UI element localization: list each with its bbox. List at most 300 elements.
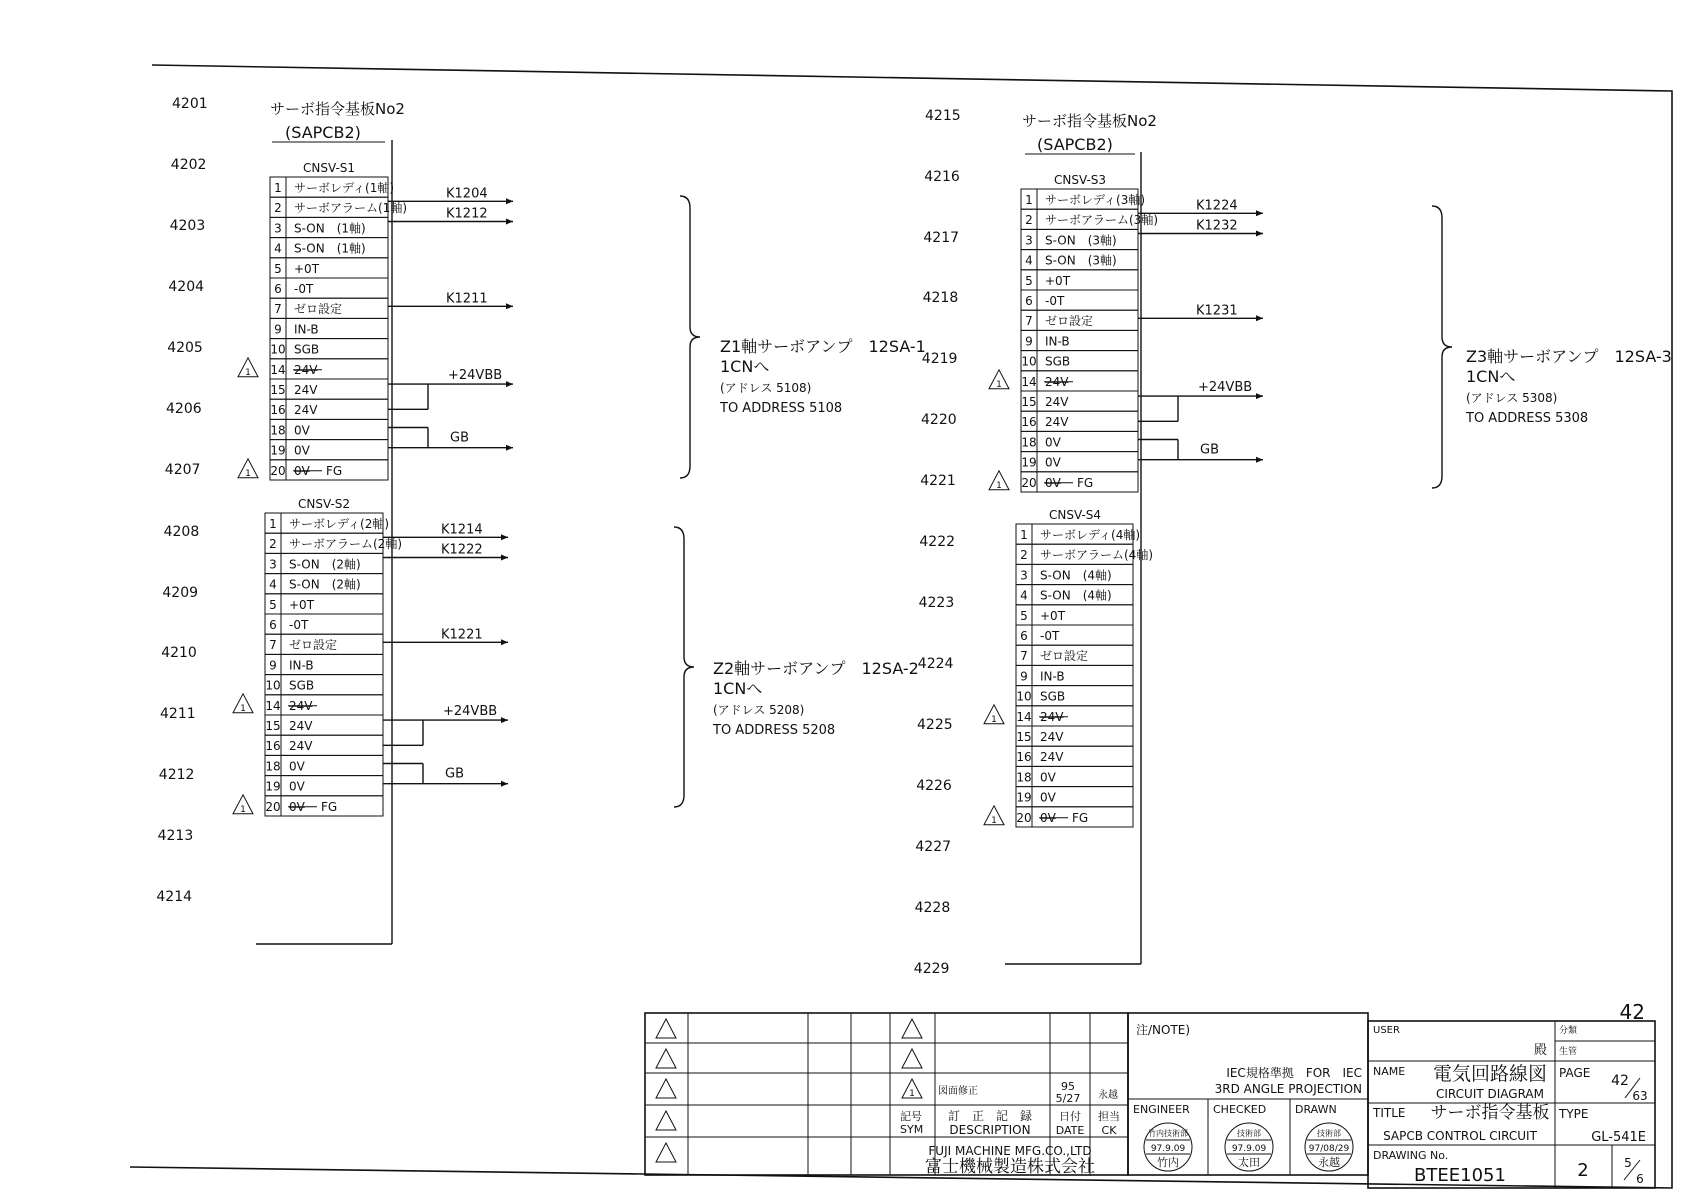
amplifier-annotations	[674, 196, 1672, 807]
amp-name: Z2軸サーボアンプ 12SA-2	[713, 659, 919, 678]
pin-label: サーボアラーム(1軸)	[294, 201, 407, 216]
pin-row	[1016, 544, 1153, 564]
signal-arrow-icon	[506, 219, 513, 225]
row-number: 4226	[916, 778, 952, 794]
pin-number: 20	[270, 463, 286, 478]
amp-connector: 1CNへ	[713, 679, 763, 698]
pin-label: SGB	[1040, 689, 1066, 704]
pin-label: S-ON (2軸)	[289, 557, 361, 572]
pin-label: 24V	[294, 362, 318, 377]
pin-suffix: FG	[1072, 810, 1089, 825]
pin-label: 24V	[1045, 415, 1069, 430]
pin-label: 24V	[289, 739, 313, 754]
pin-row	[265, 533, 402, 553]
pin-label: 24V	[1045, 374, 1069, 389]
pin-number: 16	[1021, 415, 1037, 430]
row-number: 4229	[913, 961, 950, 977]
approval-label: DRAWN	[1295, 1103, 1337, 1116]
row-number: 4214	[156, 889, 193, 905]
revision-mark-icon	[238, 358, 258, 378]
pin-number: 10	[1021, 354, 1037, 369]
signal-label: GB	[1200, 442, 1219, 458]
pin-label: S-ON (1軸)	[294, 241, 366, 256]
stamp-top: 技術部	[1317, 1129, 1341, 1138]
pin-number: 15	[1021, 395, 1037, 409]
pin-label: ゼロ設定	[289, 638, 338, 653]
checked-stamp	[1225, 1123, 1273, 1171]
rev-header: CK	[1101, 1124, 1117, 1137]
amp-annotation-1	[680, 196, 926, 478]
connector-cnsv-s3	[989, 173, 1158, 492]
revision-number: 1	[245, 367, 251, 378]
title-en: SAPCB CONTROL CIRCUIT	[1383, 1129, 1537, 1143]
pin-row	[1021, 189, 1145, 209]
pin-row	[265, 715, 383, 735]
pin-number: 15	[270, 383, 286, 397]
page-label: PAGE	[1559, 1066, 1591, 1080]
pin-row	[1021, 452, 1138, 472]
signal-label: +24VBB	[443, 704, 498, 720]
pin-number: 10	[270, 342, 286, 357]
revision-mark-icon	[233, 795, 253, 815]
connector-name: CNSV-S2	[298, 497, 351, 511]
pin-label: S-ON (4軸)	[1040, 588, 1112, 603]
pin-label: サーボアラーム(4軸)	[1040, 548, 1153, 563]
pin-number: 5	[1025, 273, 1033, 288]
pin-label: 0V	[289, 799, 305, 814]
revision-description: 図面修正	[938, 1086, 978, 1097]
pin-label: IN-B	[1045, 334, 1070, 349]
row-number: 4221	[920, 473, 956, 489]
row-number: 4222	[919, 534, 956, 550]
note-label: 注/NOTE)	[1136, 1023, 1191, 1037]
revision-triangle-icon	[656, 1049, 676, 1068]
pin-number: 7	[274, 302, 282, 317]
user-label: USER	[1373, 1025, 1400, 1036]
pin-number: 7	[1020, 649, 1028, 664]
drawing-no-label: DRAWING No.	[1373, 1149, 1449, 1162]
pin-row	[1021, 472, 1138, 492]
pin-label: サーボレディ(1軸)	[294, 181, 395, 195]
name-label: NAME	[1373, 1065, 1406, 1078]
pin-number: 1	[274, 181, 282, 195]
revision-mark-icon	[238, 459, 258, 479]
board-title: サーボ指令基板No2	[270, 100, 405, 118]
signal-label: K1211	[446, 291, 488, 307]
pin-number: 1	[1025, 193, 1033, 207]
signal-arrow-icon	[1256, 231, 1263, 237]
pin-label: +0T	[294, 261, 320, 276]
pin-row	[265, 695, 383, 715]
pin-row	[270, 197, 407, 217]
revision-number: 1	[996, 480, 1002, 491]
pin-suffix: FG	[321, 799, 338, 814]
signal-arrow-icon	[506, 198, 513, 204]
pin-label: -0T	[294, 282, 314, 296]
pin-number: 19	[265, 779, 281, 794]
signal-label: K1232	[1196, 218, 1238, 234]
revision-mark-icon	[233, 694, 253, 714]
revision-number: 1	[245, 468, 251, 479]
row-number: 4204	[168, 279, 205, 295]
revision-number: 1	[991, 815, 997, 826]
pin-row	[1016, 807, 1133, 827]
pin-number: 6	[1020, 629, 1028, 643]
pin-number: 2	[274, 201, 282, 216]
pin-row	[1016, 564, 1133, 584]
pin-label: +0T	[1045, 273, 1071, 288]
pin-number: 1	[1020, 528, 1028, 542]
amp-address-en: TO ADDRESS 5308	[1466, 411, 1589, 426]
revision-triangle-icon	[656, 1143, 676, 1162]
revision-mark-icon	[989, 471, 1009, 491]
pin-row	[265, 594, 383, 614]
row-number: 4201	[172, 96, 208, 112]
title-label: TITLE	[1373, 1106, 1406, 1120]
pin-label: 0V	[1045, 455, 1061, 470]
sheet-mark: 42	[1619, 1000, 1645, 1024]
row-number: 4228	[914, 900, 951, 916]
pin-number: 9	[274, 322, 282, 337]
name-jp: 電気回路線図	[1432, 1063, 1548, 1085]
amp-annotation-3	[1432, 206, 1672, 488]
pin-number: 20	[265, 799, 281, 814]
pin-number: 5	[1020, 608, 1028, 623]
row-number: 4205	[167, 340, 203, 356]
row-number: 4203	[169, 218, 206, 234]
pin-label: 0V	[1040, 790, 1056, 805]
pin-row	[1021, 391, 1138, 411]
stamp-top: 技術部	[1237, 1129, 1261, 1138]
pin-label: S-ON (4軸)	[1040, 568, 1112, 583]
pin-number: 4	[1025, 253, 1033, 268]
curly-brace	[674, 527, 694, 807]
pin-label: -0T	[1040, 629, 1060, 643]
revision-triangle-icon	[656, 1111, 676, 1130]
pin-row	[270, 258, 388, 278]
pin-row	[270, 339, 388, 359]
revision-triangle-icon	[656, 1079, 676, 1098]
board-subtitle: (SAPCB2)	[1037, 135, 1113, 154]
signal-arrow-icon	[501, 717, 508, 723]
stamp-date: 97/08/29	[1308, 1144, 1350, 1154]
revision-mark-icon	[989, 370, 1009, 390]
pin-number: 4	[269, 577, 277, 592]
rev-header: 訂 正 記 録	[947, 1109, 1033, 1123]
pin-row	[270, 440, 388, 460]
page-number: 42	[1611, 1073, 1629, 1089]
row-number: 4219	[921, 351, 958, 367]
pin-label: IN-B	[1040, 669, 1065, 684]
rev-header: 担当	[1098, 1110, 1120, 1123]
connector-name: CNSV-S3	[1054, 173, 1107, 187]
pin-label: IN-B	[294, 322, 319, 337]
pin-suffix: FG	[1077, 475, 1094, 490]
pin-number: 5	[269, 597, 277, 612]
revision-triangle-icon	[656, 1019, 676, 1038]
revision-number: 1	[996, 379, 1002, 390]
pin-row	[1016, 787, 1133, 807]
pin-number: 4	[274, 241, 282, 256]
pin-number: 19	[270, 443, 286, 458]
pin-label: ゼロ設定	[294, 302, 343, 317]
signal-arrow-icon	[506, 381, 513, 387]
pin-label: 0V	[1045, 435, 1061, 450]
title-jp: サーボ指令基板	[1430, 1103, 1550, 1123]
dept-sub: 生管	[1559, 1047, 1578, 1057]
pin-number: 10	[1016, 689, 1032, 704]
pin-number: 3	[1025, 233, 1033, 248]
revision-triangle-icon	[656, 1111, 676, 1130]
pin-label: 24V	[289, 719, 313, 733]
pin-number: 3	[274, 221, 282, 236]
pin-number: 7	[269, 638, 277, 653]
engineer-stamp	[1144, 1123, 1192, 1171]
pin-row	[270, 278, 388, 298]
pin-number: 9	[269, 658, 277, 673]
pin-number: 15	[265, 719, 281, 733]
pin-row	[265, 796, 383, 816]
rev-header: 記号	[900, 1110, 922, 1123]
revision-triangle-icon	[902, 1079, 922, 1099]
pin-row	[270, 177, 394, 197]
row-number: 4223	[918, 595, 955, 611]
signal-arrow-icon	[501, 639, 508, 645]
pin-number: 19	[1016, 790, 1032, 805]
connector-cnsv-s1	[238, 161, 407, 480]
pin-label: S-ON (2軸)	[289, 577, 361, 592]
pin-number: 20	[1021, 475, 1037, 490]
pin-label: ゼロ設定	[1040, 649, 1089, 664]
row-number: 4209	[162, 585, 199, 601]
pin-row	[1021, 270, 1138, 290]
signal-arrow-icon	[501, 555, 508, 561]
row-number: 4211	[160, 706, 196, 722]
pin-number: 10	[265, 678, 281, 693]
pin-number: 2	[1025, 213, 1033, 228]
signal-label: +24VBB	[1198, 380, 1253, 396]
pin-row	[1016, 686, 1133, 706]
pin-label: サーボアラーム(3軸)	[1045, 213, 1158, 228]
curly-brace	[1432, 206, 1452, 488]
pin-row	[270, 217, 388, 237]
pin-label: 0V	[1045, 475, 1061, 490]
pin-number: 18	[265, 759, 281, 774]
revision-triangle-icon	[656, 1143, 676, 1162]
row-number: 4202	[170, 157, 207, 173]
pin-label: 0V	[1040, 810, 1056, 825]
amp-connector: 1CNへ	[1466, 367, 1516, 386]
pin-number: 18	[1021, 435, 1037, 450]
pin-number: 6	[274, 282, 282, 296]
signal-label: K1212	[446, 206, 488, 222]
stamp-name: 竹内	[1157, 1156, 1179, 1169]
pin-label: 0V	[294, 443, 310, 458]
revision-triangle-icon	[902, 1019, 922, 1038]
rev-header: 日付	[1059, 1110, 1081, 1123]
signal-label: K1224	[1196, 198, 1238, 214]
connector-cnsv-s4	[984, 508, 1153, 827]
signal-label: K1221	[441, 627, 483, 643]
company-name-en: FUJI MACHINE MFG.CO.,LTD	[928, 1144, 1092, 1158]
type-value: GL-541E	[1591, 1130, 1646, 1145]
pin-label: 0V	[294, 463, 310, 478]
pin-label: -0T	[1045, 294, 1065, 308]
pin-number: 7	[1025, 314, 1033, 329]
pin-row	[1021, 411, 1138, 431]
dept-label: 分類	[1559, 1026, 1578, 1036]
connector-name: CNSV-S1	[303, 161, 356, 175]
pin-row	[1021, 431, 1138, 451]
pin-row	[270, 419, 388, 439]
signal-arrow-icon	[506, 303, 513, 309]
stamp-name: 永越	[1318, 1156, 1340, 1169]
amp-name: Z1軸サーボアンプ 12SA-1	[720, 337, 926, 356]
pin-number: 18	[270, 423, 286, 438]
approval-label: ENGINEER	[1133, 1103, 1190, 1116]
signal-arrow-icon	[501, 781, 508, 787]
pin-label: S-ON (3軸)	[1045, 233, 1117, 248]
pin-row	[265, 574, 383, 594]
pin-label: 24V	[1040, 709, 1064, 724]
row-number: 4212	[158, 767, 195, 783]
pin-number: 3	[269, 557, 277, 572]
pin-label: IN-B	[289, 658, 314, 673]
row-number: 4217	[923, 230, 960, 246]
pin-row	[265, 776, 383, 796]
pin-number: 6	[1025, 294, 1033, 308]
pin-row	[1016, 605, 1133, 625]
pin-label: サーボアラーム(2軸)	[289, 537, 402, 552]
revision-mark-icon	[984, 806, 1004, 826]
signal-label: K1214	[441, 522, 483, 538]
row-number: 4206	[166, 401, 202, 417]
signal-arrow-icon	[1256, 393, 1263, 399]
pin-row	[270, 318, 388, 338]
amp-address-en: TO ADDRESS 5208	[713, 723, 836, 738]
connector-name: CNSV-S4	[1049, 508, 1102, 522]
pin-row	[1016, 746, 1133, 766]
row-number: 4224	[917, 656, 954, 672]
drawing-number: BTEE1051	[1414, 1165, 1506, 1186]
amp-address-en: TO ADDRESS 5108	[720, 401, 843, 416]
page-total: 63	[1632, 1089, 1648, 1103]
pin-number: 1	[269, 517, 277, 531]
signal-label: GB	[445, 766, 464, 782]
pin-number: 16	[270, 403, 286, 418]
pin-number: 3	[1020, 568, 1028, 583]
pin-row	[1016, 665, 1133, 685]
revision-triangle-icon	[902, 1049, 922, 1068]
revision-number: 1	[909, 1089, 915, 1099]
row-number: 4215	[925, 108, 961, 124]
iec-note: 3RD ANGLE PROJECTION	[1214, 1082, 1362, 1096]
pin-label: SGB	[1045, 354, 1071, 369]
amp-address-jp: (アドレス 5108)	[720, 381, 812, 395]
pin-label: 0V	[294, 423, 310, 438]
pin-number: 9	[1020, 669, 1028, 684]
pin-label: サーボレディ(2軸)	[289, 517, 390, 531]
pin-number: 2	[269, 537, 277, 552]
sheet-index: 2	[1577, 1160, 1589, 1181]
drawn-stamp	[1305, 1123, 1353, 1171]
pin-number: 9	[1025, 334, 1033, 349]
signal-wires	[383, 186, 1263, 786]
row-number: 4213	[157, 828, 194, 844]
sheet-fraction-num: 5	[1624, 1156, 1632, 1170]
connector-cnsv-s2	[233, 497, 402, 816]
row-number: 4225	[917, 717, 953, 733]
stamp-name: 太田	[1238, 1156, 1260, 1169]
pin-row	[265, 614, 383, 634]
revision-triangle-icon	[656, 1079, 676, 1098]
signal-label: GB	[450, 430, 469, 446]
pin-number: 14	[265, 698, 281, 713]
stamp-top: 竹内技術部	[1148, 1129, 1188, 1138]
pin-label: +0T	[1040, 608, 1066, 623]
pin-row	[270, 379, 388, 399]
pin-row	[1016, 766, 1133, 786]
revision-mark-icon	[984, 705, 1004, 725]
revision-number: 1	[991, 714, 997, 725]
pin-row	[270, 238, 388, 258]
pin-row	[1021, 290, 1138, 310]
pin-label: 24V	[1045, 395, 1069, 409]
pin-row	[265, 513, 389, 533]
pin-label: サーボレディ(3軸)	[1045, 193, 1146, 207]
signal-arrow-icon	[1256, 457, 1263, 463]
amp-connector: 1CNへ	[720, 357, 770, 376]
row-number: 4207	[164, 462, 201, 478]
signal-label: K1231	[1196, 303, 1238, 319]
pin-number: 14	[1016, 709, 1032, 724]
rev-header: DESCRIPTION	[949, 1123, 1031, 1137]
pin-number: 4	[1020, 588, 1028, 603]
pin-row	[1016, 706, 1133, 726]
pin-label: 0V	[1040, 770, 1056, 785]
pin-number: 6	[269, 618, 277, 632]
row-number: 4227	[915, 839, 952, 855]
pin-row	[265, 735, 383, 755]
amp-address-jp: (アドレス 5308)	[1466, 391, 1558, 405]
pin-row	[270, 460, 388, 480]
signal-label: K1222	[441, 542, 483, 558]
curly-brace	[680, 196, 700, 478]
amp-address-jp: (アドレス 5208)	[713, 703, 805, 717]
revision-date: 95	[1061, 1080, 1075, 1093]
pin-row	[1016, 726, 1133, 746]
signal-arrow-icon	[1256, 210, 1263, 216]
type-label: TYPE	[1559, 1107, 1589, 1121]
connector-tables	[233, 161, 1158, 827]
revision-triangle-icon	[902, 1019, 922, 1038]
rev-header: SYM	[900, 1123, 924, 1136]
pin-number: 19	[1021, 455, 1037, 470]
pin-number: 16	[265, 739, 281, 754]
pin-number: 20	[1016, 810, 1032, 825]
pin-row	[265, 755, 383, 775]
pin-row	[1021, 209, 1158, 229]
pin-suffix: FG	[326, 463, 343, 478]
approval-label: CHECKED	[1213, 1103, 1267, 1116]
pin-number: 15	[1016, 730, 1032, 744]
pin-number: 14	[270, 362, 286, 377]
stamp-date: 97.9.09	[1231, 1144, 1267, 1154]
pin-label: +0T	[289, 597, 315, 612]
pin-label: SGB	[289, 678, 315, 693]
pin-number: 16	[1016, 750, 1032, 765]
revision-triangle-icon	[656, 1019, 676, 1038]
